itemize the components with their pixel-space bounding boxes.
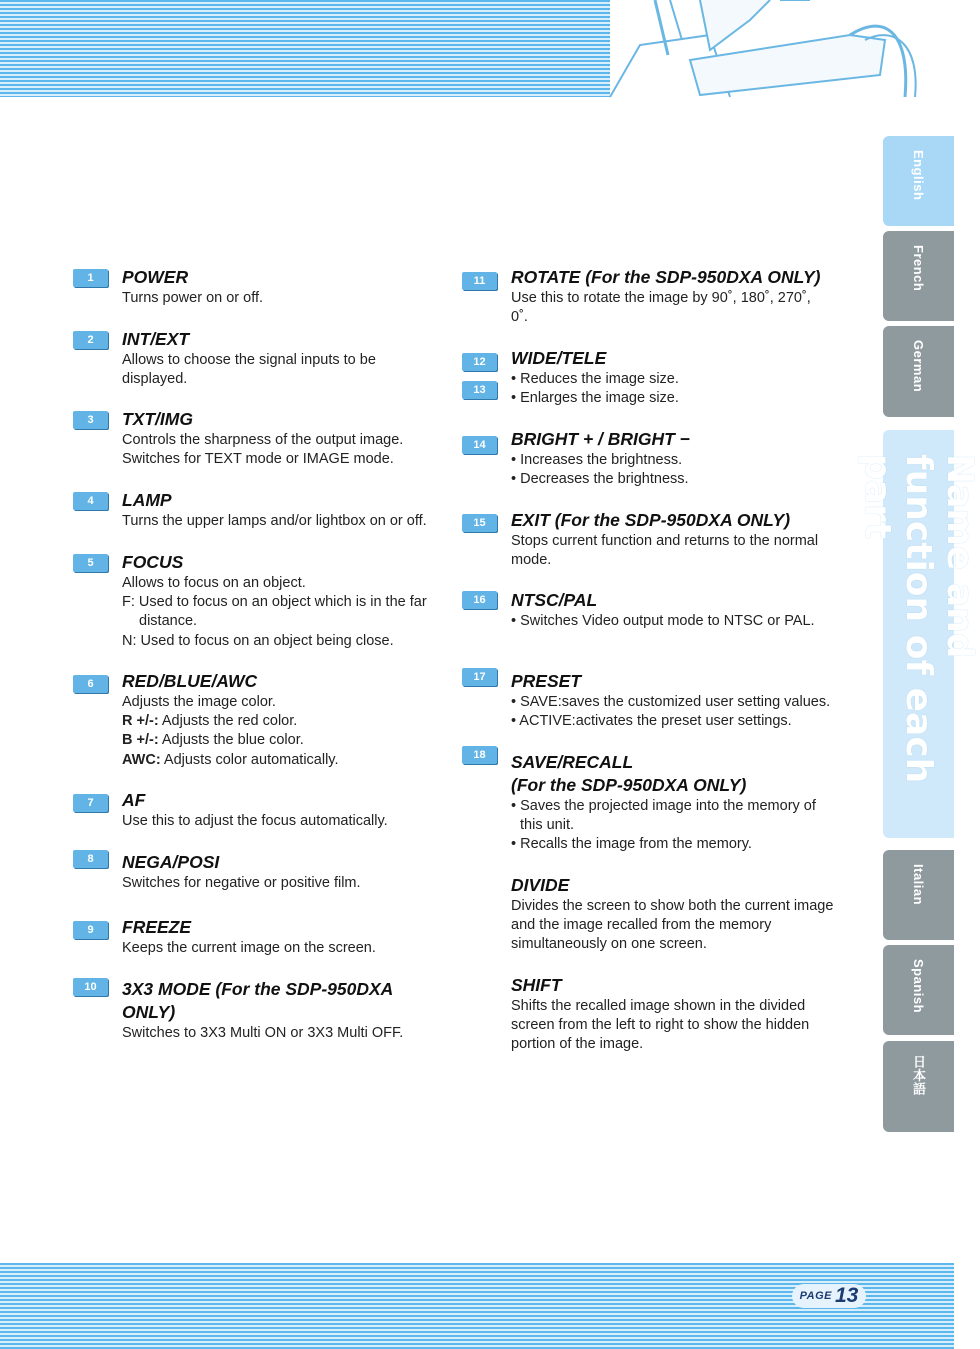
number-badge: 5 <box>73 554 108 572</box>
page-number-badge <box>792 1284 866 1308</box>
item-shift <box>461 974 836 1055</box>
device-illustration <box>610 0 954 97</box>
item-title: FOCUS <box>122 552 184 572</box>
number-badge: 10 <box>73 978 108 996</box>
item-txt-img <box>72 408 403 469</box>
item-power <box>72 266 263 308</box>
number-badge: 14 <box>462 436 497 454</box>
number-badge: 1 <box>73 269 108 287</box>
item-title: WIDE/TELE <box>511 348 607 368</box>
tab-french[interactable] <box>883 231 954 321</box>
tab-label: Italian <box>911 864 926 906</box>
item-desc: • Switches Video output mode to NTSC or PAL. <box>511 613 815 629</box>
desc-line: • Saves the projected image into the memory of this unit. <box>511 798 816 834</box>
item-desc: Switches for negative or positive film. <box>122 875 361 891</box>
item-desc <box>122 574 427 651</box>
desc-line: Switches for TEXT mode or IMAGE mode. <box>122 451 394 468</box>
item-title: AF <box>122 790 146 810</box>
item-wide-tele <box>461 347 679 408</box>
item-divide <box>461 874 841 955</box>
item-ntsc-pal <box>461 589 815 631</box>
item-bright <box>461 428 690 489</box>
item-desc <box>122 693 339 770</box>
item-exit <box>461 509 841 570</box>
item-int-ext <box>72 328 412 389</box>
item-desc: Stops current function and returns to the normal mode. <box>511 533 819 569</box>
desc-line: Allows to focus on an object. <box>122 575 306 591</box>
desc-line <box>122 731 339 750</box>
tab-english[interactable] <box>883 136 954 226</box>
desc-line: Adjusts the image color. <box>122 694 276 710</box>
item-title: NTSC/PAL <box>511 590 598 610</box>
tab-label: German <box>911 340 926 393</box>
desc-line <box>122 751 339 770</box>
key-label: AWC: <box>122 751 161 768</box>
top-banner <box>0 0 954 97</box>
key-label: B +/-: <box>122 732 159 749</box>
tab-label: Spanish <box>911 959 926 1014</box>
item-desc <box>122 431 403 469</box>
item-desc: Use this to adjust the focus automatically. <box>122 813 388 829</box>
item-freeze <box>72 916 376 958</box>
desc-line: Controls the sharpness of the output image. <box>122 432 404 448</box>
item-title: DIVIDE <box>511 875 570 895</box>
tab-spanish[interactable] <box>883 945 954 1035</box>
item-focus <box>72 551 427 651</box>
number-badge: 9 <box>73 921 108 939</box>
number-badge: 11 <box>462 272 497 290</box>
item-red-blue-awc <box>72 670 339 770</box>
desc-line: • Recalls the image from the memory. <box>511 836 752 853</box>
item-title: FREEZE <box>122 917 192 937</box>
item-desc: Keeps the current image on the screen. <box>122 940 376 956</box>
item-3x3-mode <box>72 978 422 1043</box>
tab-label: French <box>911 245 926 292</box>
desc-line: • Reduces the image size. <box>511 371 679 387</box>
number-badge: 4 <box>73 492 108 510</box>
item-title: SAVE/RECALL <box>511 752 634 772</box>
tab-italian[interactable] <box>883 850 954 940</box>
item-title: BRIGHT + / BRIGHT − <box>511 429 690 449</box>
key-desc: Adjusts color automatically. <box>160 751 339 768</box>
item-title: POWER <box>122 267 189 287</box>
item-title: NEGA/POSI <box>122 852 220 872</box>
item-preset <box>461 670 830 731</box>
item-title: TXT/IMG <box>122 409 193 429</box>
item-save-recall <box>461 751 841 855</box>
item-desc <box>511 451 690 489</box>
section-title-tab <box>857 430 980 838</box>
item-title: INT/EXT <box>122 329 190 349</box>
number-badge: 15 <box>462 514 497 532</box>
desc-line: • Enlarges the image size. <box>511 390 679 407</box>
item-title-line2: (For the SDP-950DXA ONLY) <box>511 775 747 795</box>
number-badge: 6 <box>73 675 108 693</box>
key-label: R +/-: <box>122 713 159 730</box>
item-title: EXIT (For the SDP-950DXA ONLY) <box>511 510 791 530</box>
number-badge: 18 <box>462 746 497 764</box>
item-title: PRESET <box>511 671 582 691</box>
item-nega-posi <box>72 851 361 893</box>
number-badge: 17 <box>462 668 497 686</box>
tab-german[interactable] <box>883 326 954 417</box>
desc-line: • Decreases the brightness. <box>511 471 689 488</box>
item-desc <box>511 797 841 855</box>
item-desc: Allows to choose the signal inputs to be displayed. <box>122 352 376 388</box>
desc-line: • ACTIVE:activates the preset user settings. <box>511 713 792 730</box>
page-word: PAGE <box>799 1290 832 1302</box>
desc-line: • Increases the brightness. <box>511 452 683 468</box>
desc-line: • SAVE:saves the customized user setting values. <box>511 694 831 710</box>
tab-japanese[interactable] <box>883 1041 954 1132</box>
desc-line <box>122 712 339 731</box>
item-desc: Divides the screen to show both the current image and the image recalled from the memory simultaneously on one screen. <box>511 898 834 953</box>
desc-line: F: Used to focus on an object which is in the far <box>122 594 427 611</box>
page-number: 13 <box>835 1284 859 1307</box>
item-desc: Turns power on or off. <box>122 290 264 306</box>
number-badge: 3 <box>73 411 108 429</box>
item-lamp <box>72 489 427 531</box>
tab-label: English <box>911 150 926 201</box>
item-rotate <box>461 266 831 327</box>
item-title: ROTATE (For the SDP-950DXA ONLY) <box>511 267 821 287</box>
key-desc: Adjusts the blue color. <box>158 732 304 749</box>
item-desc: Shifts the recalled image shown in the divided screen from the left to right to show the hidden portion of the image. <box>511 998 810 1053</box>
desc-line: N: Used to focus on an object being close. <box>122 632 394 649</box>
number-badge: 13 <box>462 381 497 399</box>
item-title: RED/BLUE/AWC <box>122 671 258 691</box>
number-badge: 7 <box>73 794 108 812</box>
section-title: Name and function of each part <box>857 454 980 784</box>
key-desc: Adjusts the red color. <box>158 713 298 730</box>
number-badge: 16 <box>462 591 497 609</box>
item-desc: Turns the upper lamps and/or lightbox on or off. <box>122 513 427 529</box>
number-badge: 2 <box>73 331 108 349</box>
item-desc <box>511 693 830 731</box>
number-badge: 8 <box>73 850 108 868</box>
item-desc: Use this to rotate the image by 90˚, 180˚, 270˚, 0˚. <box>511 290 811 326</box>
item-desc: Switches to 3X3 Multi ON or 3X3 Multi OFF. <box>122 1025 404 1041</box>
number-badge: 12 <box>462 353 497 371</box>
item-desc <box>511 370 679 408</box>
tab-label: 日本語 <box>911 1055 926 1096</box>
item-title: 3X3 MODE (For the SDP-950DXA ONLY) <box>122 979 393 1022</box>
item-title: SHIFT <box>511 975 562 995</box>
desc-line: distance. <box>139 613 198 630</box>
item-af <box>72 789 388 831</box>
item-title: LAMP <box>122 490 172 510</box>
